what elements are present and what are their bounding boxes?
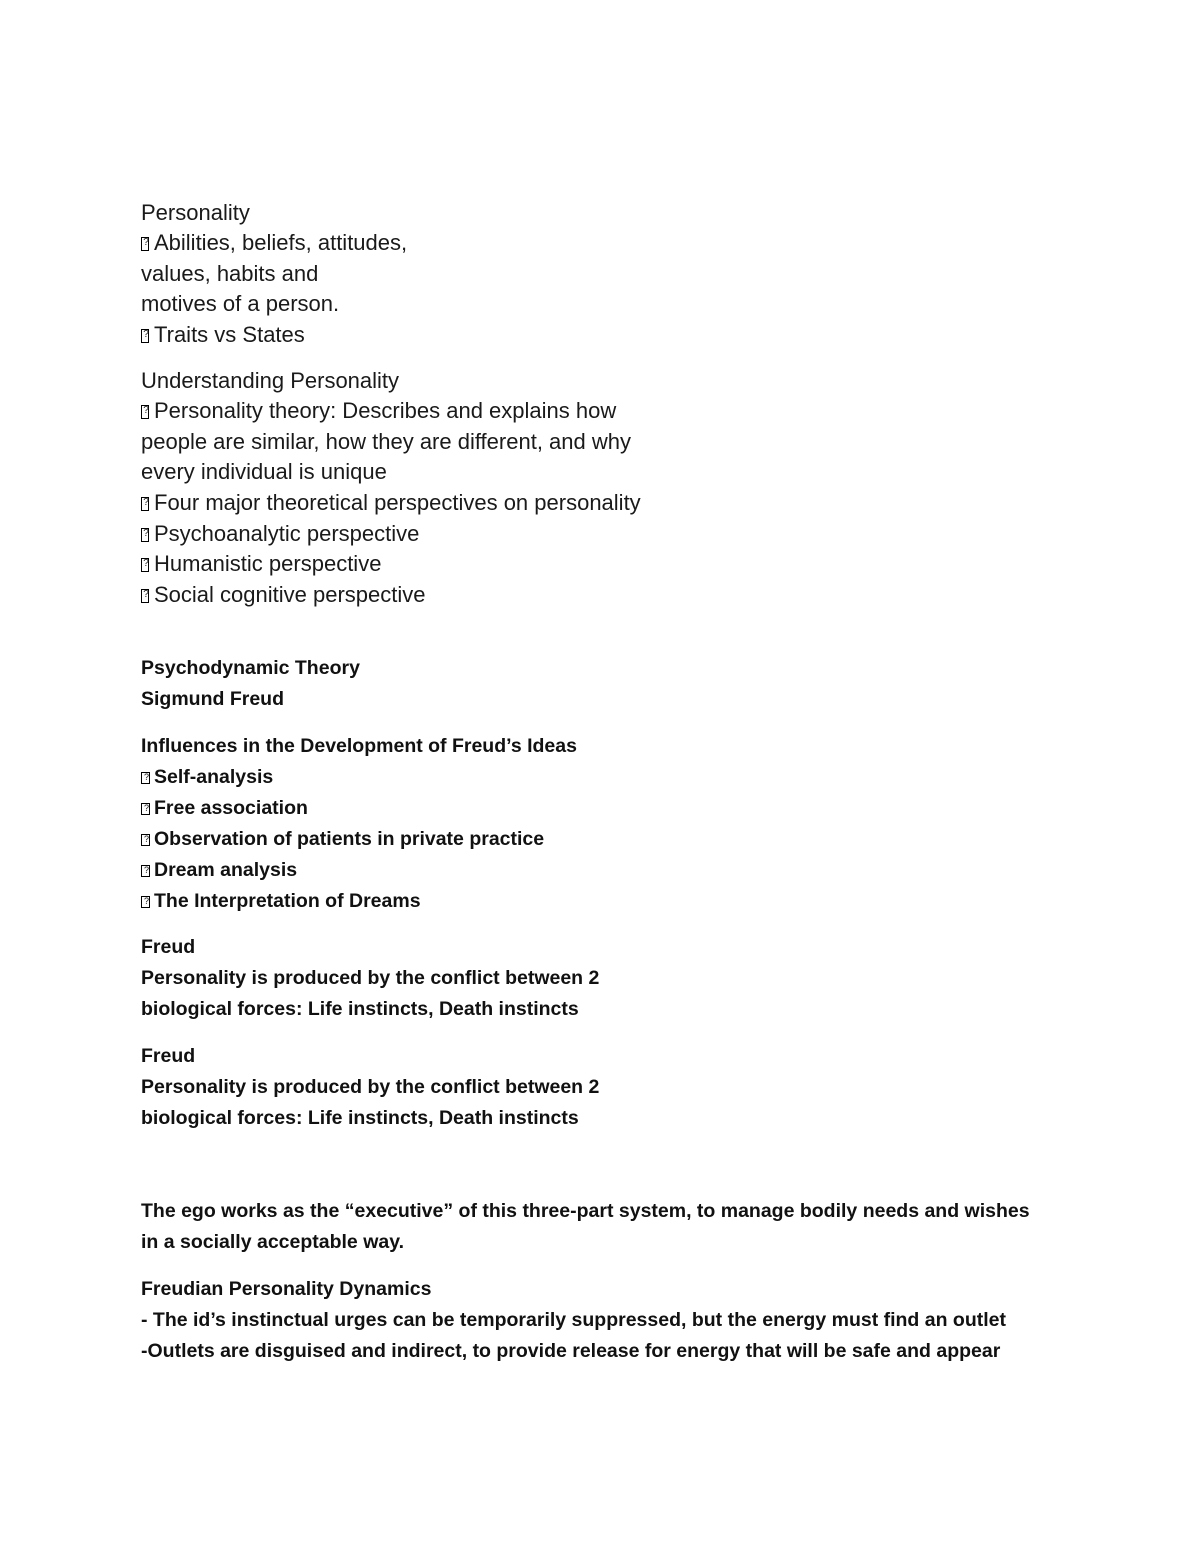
missing-glyph-bullet-icon <box>141 405 149 419</box>
section-heading-freud: Freud <box>141 936 196 958</box>
missing-glyph-bullet-icon <box>141 772 150 784</box>
text-line: - The id’s instinctual urges can be temporarily suppressed, but the energy must find an outlet <box>141 1309 1007 1331</box>
bullet-line <box>141 830 544 850</box>
missing-glyph-bullet-icon <box>141 558 149 572</box>
missing-glyph-bullet-icon <box>141 834 150 846</box>
text-line: motives of a person. <box>141 291 340 316</box>
bullet-line <box>141 892 421 912</box>
bullet-text: Free association <box>154 797 308 819</box>
bullet-line <box>141 232 407 254</box>
section-heading-psychodynamic-theory: Psychodynamic Theory <box>141 657 360 679</box>
missing-glyph-bullet-icon <box>141 896 150 908</box>
missing-glyph-bullet-icon <box>141 329 149 343</box>
text-line: Personality is produced by the conflict between 2 <box>141 1076 600 1098</box>
bullet-text: Observation of patients in private practice <box>154 828 545 850</box>
section-subheading-sigmund-freud: Sigmund Freud <box>141 688 284 710</box>
bullet-line <box>141 584 425 606</box>
bullet-line <box>141 768 273 788</box>
bullet-text: Four major theoretical perspectives on personality <box>154 490 641 515</box>
missing-glyph-bullet-icon <box>141 803 150 815</box>
missing-glyph-bullet-icon <box>141 497 149 511</box>
text-line: every individual is unique <box>141 459 387 484</box>
bullet-line <box>141 324 305 346</box>
bullet-text: Social cognitive perspective <box>154 582 426 607</box>
section-heading-influences: Influences in the Development of Freud’s Ideas <box>141 735 577 757</box>
text-line: biological forces: Life instincts, Death instincts <box>141 998 579 1020</box>
bullet-text: Self-analysis <box>154 766 274 788</box>
section-heading-freud: Freud <box>141 1045 196 1067</box>
text-line: Personality is produced by the conflict between 2 <box>141 967 600 989</box>
missing-glyph-bullet-icon <box>141 589 149 603</box>
bullet-line <box>141 799 308 819</box>
section-heading-freudian-dynamics: Freudian Personality Dynamics <box>141 1278 432 1300</box>
text-line: values, habits and <box>141 261 319 286</box>
missing-glyph-bullet-icon <box>141 528 149 542</box>
bullet-line <box>141 523 419 545</box>
bullet-line <box>141 400 616 422</box>
text-line: in a socially acceptable way. <box>141 1231 405 1253</box>
bullet-text: Personality theory: Describes and explains how <box>154 398 617 423</box>
bullet-text: The Interpretation of Dreams <box>154 890 421 912</box>
bullet-text: Humanistic perspective <box>154 551 382 576</box>
missing-glyph-bullet-icon <box>141 865 150 877</box>
missing-glyph-bullet-icon <box>141 237 149 251</box>
text-line: people are similar, how they are different, and why <box>141 429 631 454</box>
bullet-line <box>141 553 381 575</box>
section-heading-personality: Personality <box>141 200 250 225</box>
bullet-text: Abilities, beliefs, attitudes, <box>154 230 408 255</box>
text-line: The ego works as the “executive” of this three-part system, to manage bodily needs and wishes <box>141 1200 1030 1222</box>
bullet-line <box>141 492 641 514</box>
bullet-text: Psychoanalytic perspective <box>154 521 420 546</box>
text-line: -Outlets are disguised and indirect, to provide release for energy that will be safe and appear <box>141 1340 1001 1362</box>
bullet-line <box>141 861 297 881</box>
bullet-text: Traits vs States <box>154 322 305 347</box>
text-line: biological forces: Life instincts, Death instincts <box>141 1107 579 1129</box>
section-heading-understanding-personality: Understanding Personality <box>141 368 400 393</box>
bullet-text: Dream analysis <box>154 859 298 881</box>
